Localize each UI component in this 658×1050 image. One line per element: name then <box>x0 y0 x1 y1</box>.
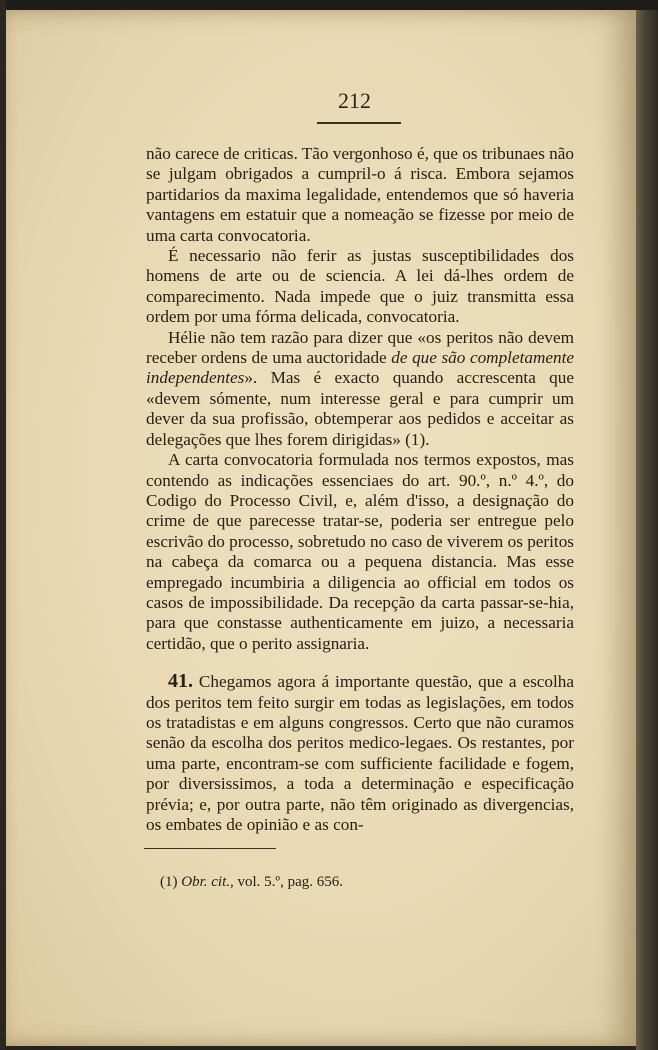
footnote-source: Obr. cit., <box>181 874 234 890</box>
footnote-rule <box>144 848 276 849</box>
scan-top-border <box>0 0 658 10</box>
page-number-rule <box>317 122 401 124</box>
paragraph-3-text-b: ». Mas é exacto quando accrescenta que «devem sómente, num interesse geral e para cumprir um dever da sua profissão, obtemperar aos pedidos e acceitar as delegações que lhes forem dirigidas» (1). <box>146 368 574 449</box>
page-number: 212 <box>338 88 371 113</box>
paragraph-4: A carta convocatoria formulada nos termos expostos, mas contendo as indicações essenciaes do art. 90.º, n.º 4.º, do Codigo do Processo Civil, e, além d'isso, a designação do crime de que parecesse tratar-se, poderia ser entregue pelo escrivão do processo, sobretudo no caso de viverem os peritos na cabeça da comarca ou a pequena distancia. Mas esse empregado incumbiria a diligencia ao official em todos os casos de impossibilidade. Da recepção da carta passar-se-hia, para que constasse authenticamente em juizo, a necessaria certidão, que o perito assignaria. <box>146 450 574 653</box>
paragraph-3-italic: de que são completamente independentes <box>146 348 574 388</box>
footnote <box>160 874 343 891</box>
footnote-marker: (1) <box>160 874 182 890</box>
paragraph-1: não carece de criticas. Tão vergonhoso é, que os tribunaes não se julgam obrigados a cumpril-o á risca. Embora sejamos partidarios da maxima legalidade, entendemos que só haveria vantagens em estatuir que a nomeação se fizesse por meio de uma carta convocatoria. <box>146 144 574 245</box>
section-number: 41. <box>168 670 193 693</box>
paragraph-3 <box>146 328 574 450</box>
paragraph-3-text-a: Hélie não tem razão para dizer que «os peritos não devem receber ordens de uma auctoridade <box>146 327 574 368</box>
footnote-text: vol. 5.º, pag. 656. <box>233 874 343 890</box>
book-binding-edge <box>636 10 658 1050</box>
paragraph-5-text: Chegamos agora á importante questão, que a escolha dos peritos tem feito surgir em todas as legislações, em todos os tratadistas e em alguns congressos. Certo que não curamos senão da escolha dos peritos medico-legaes. Os restantes, por uma parte, encontram-se com sufficiente facilidade e fogem, por diversissimos, a toda a determinação e especificação prévia; e, por outra parte, não têm originado as divergencias, os embates de opinião e as con- <box>146 672 574 834</box>
paragraph-2: É necessario não ferir as justas susceptibilidades dos homens de arte ou de sciencia. A lei dá-lhes ordem de comparecimento. Nada impede que o juiz transmitta essa ordem por uma fórma delicada, convocatoria. <box>146 246 574 327</box>
paragraph-5 <box>146 671 574 835</box>
body-text <box>146 144 574 835</box>
